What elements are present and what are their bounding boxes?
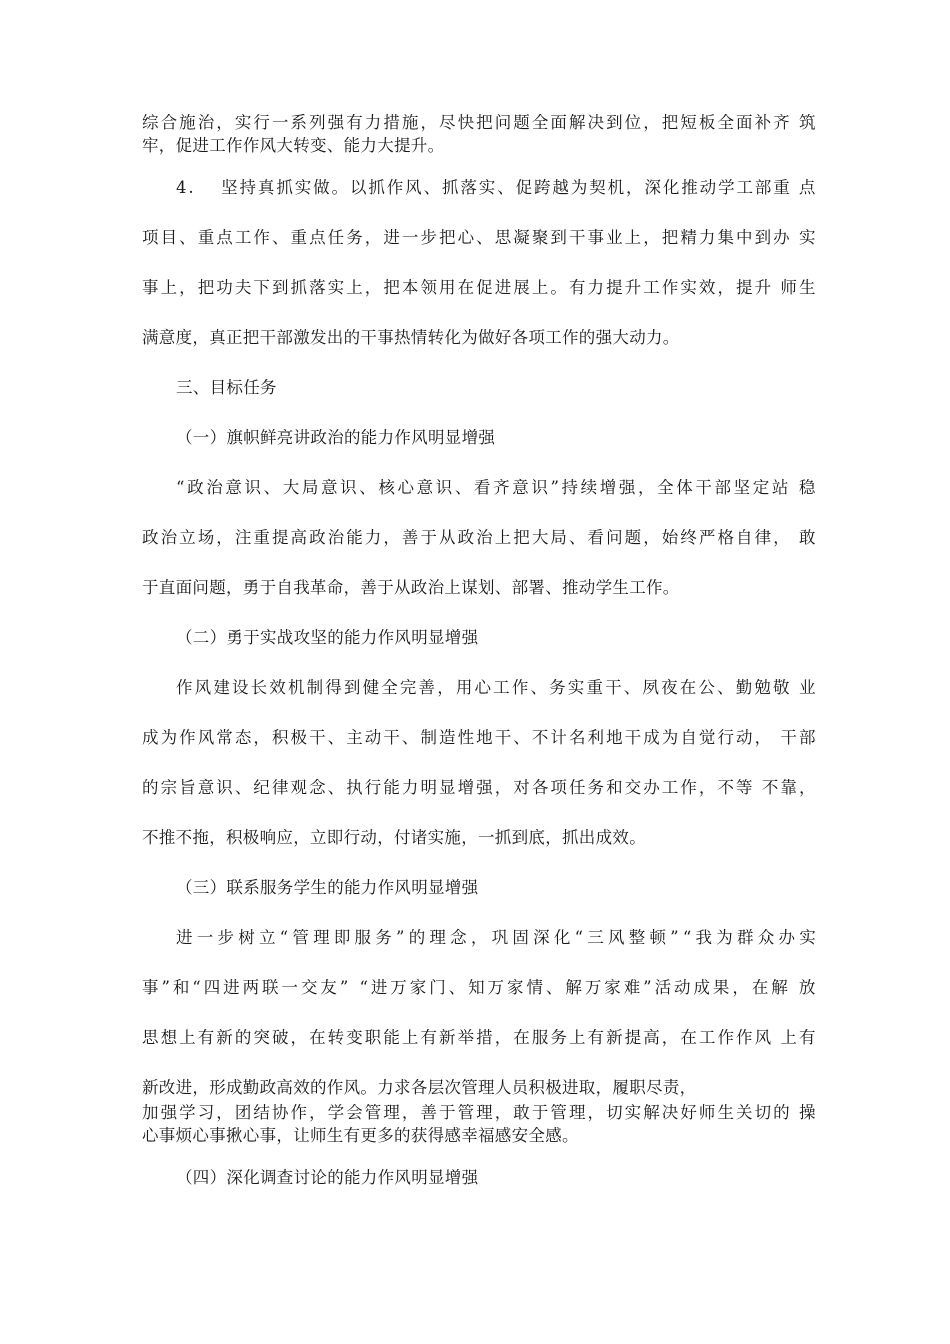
body-text-line: 作 风 建 设 长 效 机 制 得 到 健 全 完 善 ， 用 心 工 作 、 务 实 重 干 、 夙 夜 在 公 、 勤 勉 敬 业 <box>176 678 816 697</box>
body-text-line: 事 上 ， 把 功 夫 下 到 抓 落 实 上 ， 把 本 领 用 在 促 进 展 上 。 有 力 提 升 工 作 实 效 ， 提 升 师 生 <box>142 278 816 297</box>
body-text-line: 项 目 、 重 点 工 作 、 重 点 任 务 ， 进 一 步 把 心 、 思 凝 聚 到 干 事 业 上 ， 把 精 力 集 中 到 办 实 <box>142 228 816 247</box>
body-text-line: 成 为 作 风 常 态 ， 积 极 干 、 主 动 干 、 制 造 性 地 干 、 不 计 名 利 地 干 成 为 自 觉 行 动 ， 干 部 <box>142 728 816 747</box>
body-text-line: 综 合 施 治 ， 实 行 一 系 列 强 有 力 措 施 ， 尽 快 把 问 题 全 面 解 决 到 位 ， 把 短 板 全 面 补 齐 筑 <box>142 113 816 132</box>
subsection-heading: （四）深化调查讨论的能力作风明显增强 <box>176 1168 479 1187</box>
body-text-line: 思 想 上 有 新 的 突 破 ， 在 转 变 职 能 上 有 新 举 措 ， 在 服 务 上 有 新 提 高 ， 在 工 作 作 风 上 有 <box>142 1028 816 1047</box>
body-text-line: 加 强 学 习 ， 团 结 协 作 ， 学 会 管 理 ， 善 于 管 理 ， 敢 于 管 理 ， 切 实 解 决 好 师 生 关 切 的 操 <box>142 1103 816 1122</box>
body-text-line: “ 政 治 意 识 、 大 局 意 识 、 核 心 意 识 、 看 齐 意 识 ” 持 续 增 强 ， 全 体 干 部 坚 定 站 稳 <box>176 478 816 497</box>
body-text-line: 满意度，真正把干部激发出的干事热情转化为做好各项工作的强大动力。 <box>142 328 680 347</box>
body-text-line: 政 治 立 场 ， 注 重 提 高 政 治 能 力 ， 善 于 从 政 治 上 把 大 局 、 看 问 题 ， 始 终 严 格 自 律 ， 敢 <box>142 528 816 547</box>
body-text-line: 心事烦心事揪心事，让师生有更多的获得感幸福感安全感。 <box>142 1126 579 1145</box>
body-text-line: 事 ” 和 “ 四 进 两 联 一 交 友 ” “ 进 万 家 门 、 知 万 家 情 、 解 万 家 难 ” 活 动 成 果 ， 在 解 放 <box>142 978 816 997</box>
subsection-heading: （一）旗帜鲜亮讲政治的能力作风明显增强 <box>176 428 496 447</box>
body-text-line: 进 一 步 树 立 “ 管 理 即 服 务 ” 的 理 念 ， 巩 固 深 化 “ 三 风 整 顿 ” “ 我 为 群 众 办 实 <box>176 928 816 947</box>
body-text-line: 于直面问题，勇于自我革命，善于从政治上谋划、部署、推动学生工作。 <box>142 578 680 597</box>
subsection-heading: （二）勇于实战攻坚的能力作风明显增强 <box>176 628 479 647</box>
section-heading: 三、目标任务 <box>176 378 277 397</box>
body-text-line: 不推不拖，积极响应，立即行动，付诸实施，一抓到底，抓出成效。 <box>142 828 646 847</box>
body-text-line: 的 宗 旨 意 识 、 纪 律 观 念 、 执 行 能 力 明 显 增 强 ， 对 各 项 任 务 和 交 办 工 作 ， 不 等 不 靠 ， <box>142 778 816 797</box>
numbered-paragraph-line: 4 . 坚 持 真 抓 实 做 。 以 抓 作 风 、 抓 落 实 、 促 跨 越 为 契 机 ， 深 化 推 动 学 工 部 重 点 <box>176 178 816 197</box>
subsection-heading: （三）联系服务学生的能力作风明显增强 <box>176 878 479 897</box>
body-text-line: 牢，促进工作作风大转变、能力大提升。 <box>142 136 445 155</box>
body-text-line: 新改进，形成勤政高效的作风。力求各层次管理人员积极进取，履职尽责， <box>142 1078 697 1097</box>
